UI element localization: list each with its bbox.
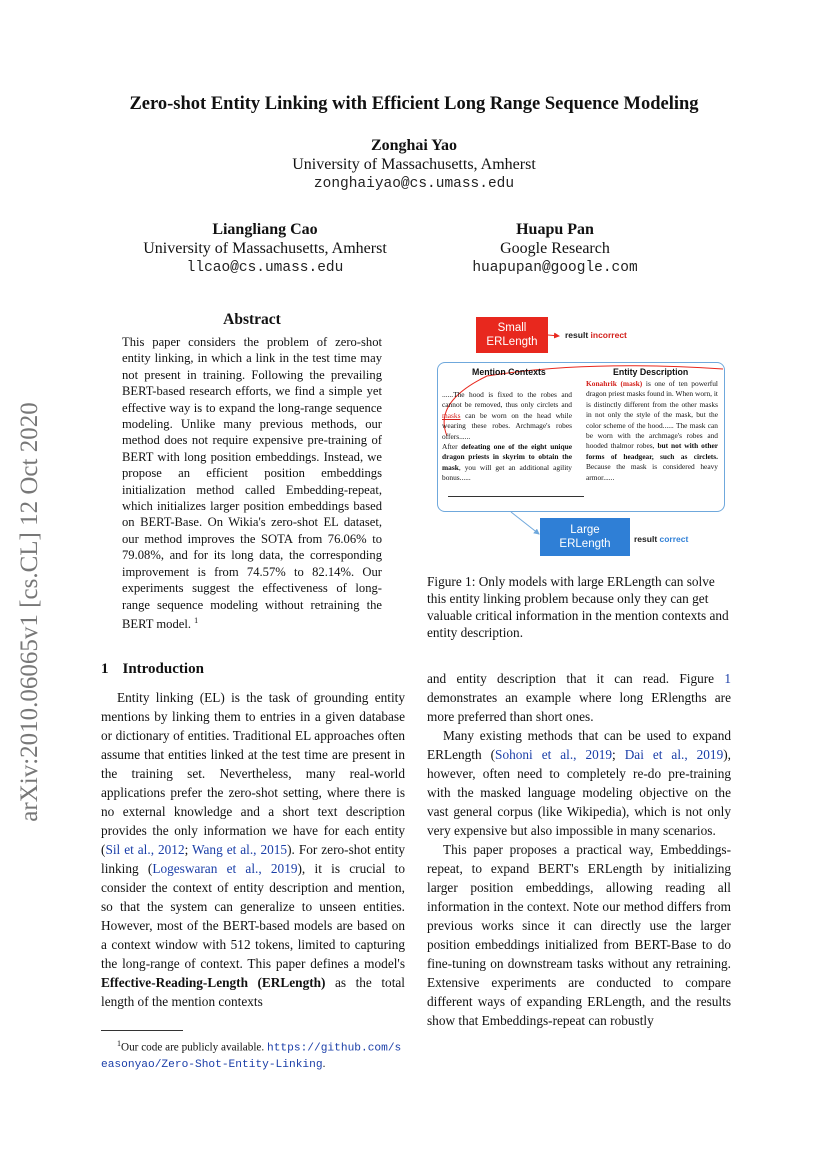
bold-term: Effective-Reading-Length (ERLength) xyxy=(101,975,326,990)
text-span: can be worn on the head while wearing these robes. Archmage's robes offers...... xyxy=(442,410,572,441)
result-prefix: result xyxy=(565,330,591,340)
citation-link[interactable]: Logeswaran et al., 2019 xyxy=(152,861,298,876)
footnote-number: 1 xyxy=(117,1039,121,1048)
box-label: ERLength xyxy=(486,336,538,348)
result-status: incorrect xyxy=(590,330,627,340)
text-span: ......The hood is fixed to the robes and cannot be removed, thus only circlets and xyxy=(442,390,572,410)
author-name: Huapu Pan xyxy=(516,221,594,238)
mention-header: Mention Contexts xyxy=(472,367,546,377)
text-span: Entity linking (EL) is the task of grounding entity mentions by linking them to entries in a given database or dictionary of entities. Traditional EL approaches often assume that entities linked at the test time are present in the training set. Nevertheless, many real-world applications prefer the zero-shot setting, where there is no external knowledge and a short text description provides the only information we have for each entity ( xyxy=(101,690,405,857)
left-column xyxy=(101,688,405,1011)
small-erlength-box xyxy=(476,317,548,353)
box-label: Large xyxy=(570,524,600,536)
intro-paragraph xyxy=(101,688,405,1011)
author-name: Liangliang Cao xyxy=(212,221,318,238)
author-affiliation: University of Massachusetts, Amherst xyxy=(292,156,536,173)
figure-caption: Figure 1: Only models with large ERLength can solve this entity linking problem because only they can get valuable critical information in the mention contexts and entity description. xyxy=(427,574,729,640)
text-span: demonstrates an example where long ERlengths are more preferred than short ones. xyxy=(427,690,731,724)
paper-title: Zero-shot Entity Linking with Efficient Long Range Sequence Modeling xyxy=(129,94,699,114)
bold-span: defeating one of the eight unique dragon priests in skyrim to obtain the mask xyxy=(442,442,572,472)
figure-1 xyxy=(427,312,731,562)
author-email: llcao@cs.umass.edu xyxy=(186,260,344,276)
author-block-1 xyxy=(0,137,828,192)
figure-ref-link[interactable]: 1 xyxy=(724,671,731,686)
text-span: ; xyxy=(184,842,193,857)
footnote xyxy=(101,1036,405,1073)
entity-description xyxy=(586,379,718,483)
text-span: Because the mask is considered heavy armor...... xyxy=(586,462,718,482)
text-span: After xyxy=(442,442,462,452)
text-span: ). For zero-shot entity linking ( xyxy=(101,842,406,876)
abstract-heading: Abstract xyxy=(223,311,281,328)
text-span: as the total length of the mention contexts xyxy=(101,975,405,1009)
text-span: ), it is crucial to consider the context of entity description and mention, so that the system can generalize to unseen entities. However, most of the BERT-based models are based on a context window with 512 tokens, limited to capturing the long-range of context. This paper defines a model's xyxy=(101,861,405,971)
result-prefix: result xyxy=(634,534,660,544)
arxiv-sidebar xyxy=(8,372,52,852)
text-span: ; xyxy=(612,747,625,762)
section-title: Introduction xyxy=(122,661,204,677)
author-affiliation: Google Research xyxy=(500,240,610,257)
abstract-text xyxy=(122,334,382,633)
paragraph xyxy=(427,726,731,840)
citation-link[interactable]: Wang et al., 2015 xyxy=(192,842,288,857)
text-span: , you will get an additional agility bonus...... xyxy=(442,462,572,483)
text-span: and entity description that it can read. Figure xyxy=(427,671,725,686)
bold-span: but not with other forms of headgear, such as circlets. xyxy=(586,441,718,461)
box-label: ERLength xyxy=(559,538,611,550)
text-span: . xyxy=(322,1057,326,1070)
result-correct-label xyxy=(634,534,688,544)
footnote-divider xyxy=(101,1030,183,1031)
footnote-text: Our code are publicly available. xyxy=(121,1041,267,1054)
abstract-body: This paper considers the problem of zero-shot entity linking, in which a link in the test time may not present in training. Following the prevailing BERT-based research efforts, we find a simple yet effective way is to expand the long-range sequence modeling. Unlike many previous methods, our method does not require expensive pre-training of BERT with long position embeddings. Instead, we propose an efficient position embeddings initialization method called Embedding-repeat, which initializes larger position embeddings based on BERT-Base. On Wikia's zero-shot EL dataset, our method improves the SOTA from 76.06% to 79.08%, and for its long data, the corresponding improvement is from 74.57% to 82.14%. Our experiments suggest the effectiveness of long-range sequence modeling without retraining the BERT model. xyxy=(122,335,382,632)
paragraph: This paper proposes a practical way, Embeddings-repeat, to expand BERT's ERLength by initializing larger position embeddings, allowing reading all information in the context. Note our method differs from previous works since it can directly use the larger position embeddings initialized from BERT-Base to do fine-tuning on downstream tasks without any retraining. Extensive experiments are conducted to compare different ways of expanding ERLength, and the results show that Embeddings-repeat can robustly xyxy=(427,842,731,1028)
right-column xyxy=(427,669,731,1030)
entity-header: Entity Description xyxy=(613,367,689,377)
entity-name: Konahrik (mask) xyxy=(586,379,643,388)
paragraph xyxy=(427,669,731,726)
citation-link[interactable]: Dai et al., 2019 xyxy=(624,747,724,762)
author-name: Zonghai Yao xyxy=(370,137,458,154)
author-email: huapupan@google.com xyxy=(472,260,638,276)
code-url-link[interactable]: https://github.com/seasonyao/Zero-Shot-Entity-Linking xyxy=(101,1042,402,1071)
section-heading xyxy=(101,661,204,678)
result-status: correct xyxy=(659,534,689,544)
section-number: 1 xyxy=(101,661,109,677)
mention-contexts xyxy=(442,390,572,484)
text-span: Many existing methods that can be used to expand ERLength ( xyxy=(427,728,731,762)
box-label: Small xyxy=(497,322,527,334)
author-email: zonghaiyao@cs.umass.edu xyxy=(313,176,515,192)
author-block-3 xyxy=(430,221,680,276)
context-panel xyxy=(437,362,725,512)
text-span: is one of ten powerful dragon priest masks found in. When worn, it is distinctly different from the other masks in not only the style of the mask, but the color scheme of the hood...... The mask can be worn with the archmage's robes and hooded thalmor robes, xyxy=(586,379,718,451)
large-erlength-box xyxy=(540,518,630,556)
footnote-marker[interactable]: 1 xyxy=(194,615,199,625)
author-affiliation: University of Massachusetts, Amherst xyxy=(143,240,387,257)
result-incorrect-label xyxy=(565,330,627,340)
text-span: ), however, often need to completely re-do pre-training with the masked language modeling objective on the vast general corpus (like Wikipedia), which is not only very expensive but also impossible in many scenarios. xyxy=(427,747,731,838)
mention-divider xyxy=(448,496,584,497)
arxiv-id: arXiv:2010.06065v1 [cs.CL] 12 Oct 2020 xyxy=(16,402,43,822)
citation-link[interactable]: Sil et al., 2012 xyxy=(105,842,185,857)
mention-highlight: masks xyxy=(442,410,461,420)
author-block-2 xyxy=(140,221,390,276)
citation-link[interactable]: Sohoni et al., 2019 xyxy=(495,747,613,762)
